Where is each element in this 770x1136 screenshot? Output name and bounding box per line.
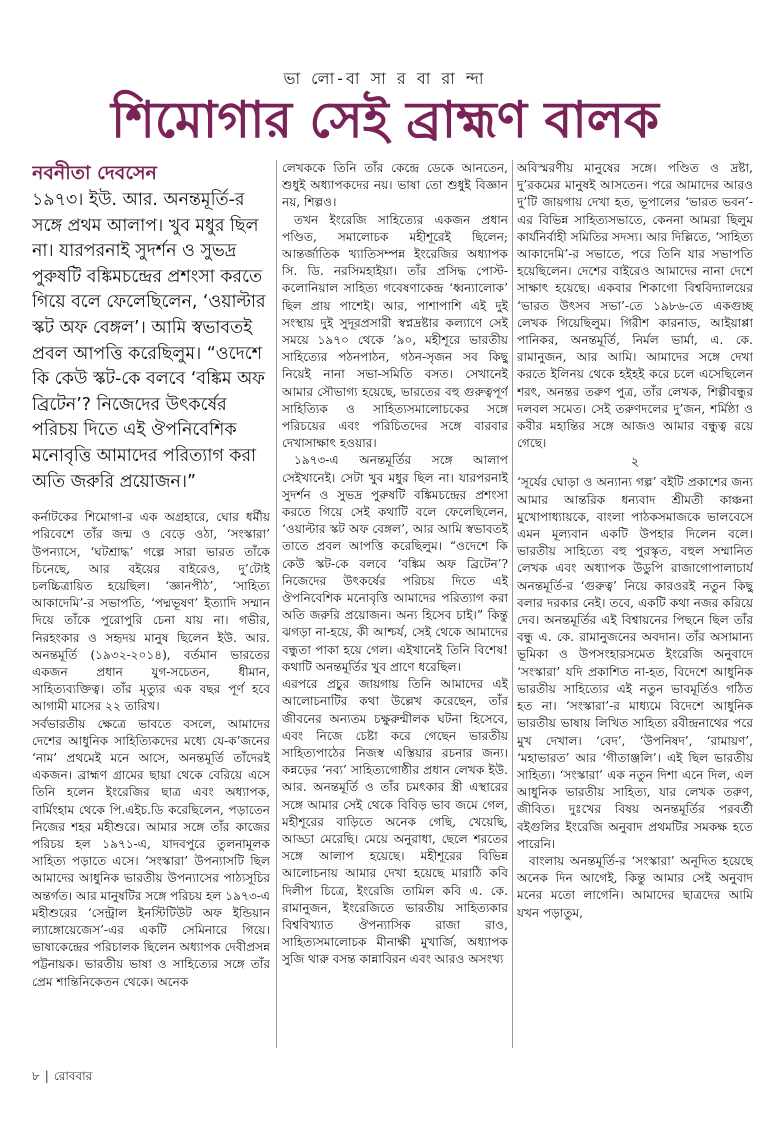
lead-pull-quote: ১৯৭৩। ইউ. আর. অনন্তমূর্তি-র সঙ্গে প্রথম আলাপ। খুব মধুর ছিল না। যারপরনাই সুদর্শন ও সুভদ্র পুরুষটি বঙ্কিমচন্দ্রের প্রশংসা করতে গিয়ে বলে ফেলেছিলেন, ‘ওয়াল্টার স্কট অফ বেঙ্গল’। আমি স্বভাবতই প্রবল আপত্তি করেছিলুম। “ওদেশে কি কেউ স্কট-কে বলবে ‘বঙ্কিম অফ ব্রিটেন’? নিজেদের উৎকর্ষের পরিচয় দিতে এই ঔপনিবেশিক মনোবৃত্তি আমাদের পরিত্যাগ করা অতি জরুরি প্রয়োজন।”	[32, 190, 266, 492]
body-paragraph: অবিস্মরণীয় মানুষের সঙ্গে। পণ্ডিত ও দ্রষ্টা, দু’রকমের মানুষই আসতেন। পরে আমাদের আরও দু’টি জায়গায় দেখা হত, ভূপালের ‘ভারত ভবন’-এর বিভিন্ন সাহিত্যসভাতে, কেননা আমরা ছিলুম কার্যনির্বাহী সমিতির সদস্য। আর দিল্লিতে, ‘সাহিত্য আকাদেমি’-র সভাতে, পরে তিনি যার সভাপতি হয়েছিলেন। দেশের বাইরেও আমাদের নানা দেশে সাক্ষাৎ হয়েছে। একবার শিকাগো বিশ্ববিদ্যালয়ের ‘ভারত উৎসব সভা’-তে ১৯৮৬-তে একগুচ্ছ লেখক গিয়েছিলুম। গিরীশ কারনাড, আইয়াপ্পা পানিকর, অনন্তমূর্তি, নির্মল ভার্মা, এ. কে. রামানুজন, আর আমি। আমাদের সঙ্গে দেখা করতে ইলিনয় থেকে হইহই করে চলে এসেছিলেন শরৎ, অনন্তর তরুণ পুত্র, তাঁর লেখক, শিল্পীবন্ধুর দলবল সমেত। সেই তরুণদলের দু’জন, শর্মিষ্ঠা ও কবীর মহান্তির সঙ্গে আজও আমার বন্ধুত্ব রয়ে গেছে।	[517, 161, 753, 451]
article-column-2	[282, 160, 508, 1056]
page-footer	[32, 1068, 92, 1088]
body-paragraph: সর্বভারতীয় ক্ষেত্রে ভাবতে বসলে, আমাদের দেশের আধুনিক সাহিত্যিকদের মধ্যে যে-ক’জনের ‘নাম’ প্রথমেই মনে আসে, অনন্তমূর্তি তাঁদেরই একজন। ব্রাহ্মণ গ্রামের ছায়া থেকে বেরিয়ে এসে তিনি হলেন ইংরেজির ছাত্র এবং অধ্যাপক, বার্মিংহাম থেকে পি.এইচ.ডি করেছিলেন, পড়াতেন নিজের শহর মহীশুরে। আমার সঙ্গে তাঁর কাজের পরিচয় হল ১৯৭১-এ, যাদবপুরে তুলনামূলক সাহিত্য পড়াতে এসে। ‘সংস্কারা’ উপন্যাসটি ছিল আমাদের আধুনিক ভারতীয় উপন্যাসের পাঠ্যসূচির অন্তর্গত। আর মানুষটির সঙ্গে পরিচয় হল ১৯৭৩-এ মহীশুরের ‘সেন্ট্রাল ইনস্টিটিউট অফ ইন্ডিয়ান ল্যাঙ্গোয়েজেস’-এর একটি সেমিনারে গিয়ে। ভাষাকেন্দ্রের পরিচালক ছিলেন অধ্যাপক দেবীপ্রসন্ন পট্টনায়ক। ভারতীয় ভাষা ও সাহিত্যের সঙ্গে তাঁর প্রেম শান্তিনিকেতন থেকে। অনেক	[32, 716, 270, 989]
article-column-1	[32, 160, 270, 1056]
body-paragraph: কর্নাটকের শিমোগা-র এক অগ্রহারে, ঘোর ধর্মীয় পরিবেশে তাঁর জন্ম ও বেড়ে ওঠা, ‘সংস্কারা’ উপন্যাসে, ‘ঘটশ্রাদ্ধ’ গল্পে সারা ভারত তাঁকে চিনেছে, আর বইয়ের বাইরেও, দু’টোই চলচ্চিত্রায়িত হয়েছিল। ‘জ্ঞানপীঠ’, ‘সাহিত্য আকাদেমি’-র সভাপতি, ‘পদ্মভূষণ’ ইত্যাদি সম্মান দিয়ে তাঁকে পুরোপুরি চেনা যায় না। গভীর, নিরহংকার ও সহৃদয় মানুষ ছিলেন ইউ. আর. অনন্তমূর্তি (১৯৩২-২০১৪), বর্তমান ভারতের একজন প্রধান যুগ-সচেতন, ধীমান, সাহিত্যব্যক্তিত্ব। তাঁর মৃত্যুর এক বছর পূর্ণ হবে আগামী মাসের ২২ তারিখ।	[32, 510, 270, 714]
column-divider	[276, 160, 277, 1048]
column-divider	[512, 160, 513, 1048]
body-paragraph: তখন ইংরেজি সাহিত্যের একজন প্রধান পণ্ডিত, সমালোচক মহীশূরেই ছিলেন; আন্তর্জাতিক খ্যাতিসম্পন্ন ইংরেজির অধ্যাপক সি. ডি. নরসিমহাইয়া। তাঁর প্রসিদ্ধ পোস্ট-কলোনিয়াল সাহিত্য গবেষণাকেন্দ্র ‘ধ্বন্যালোক’ ছিল প্রায় পাশেই। আর, পাশাপাশি এই দুই সংস্থায় দুই সুদূরপ্রসারী স্বপ্নদ্রষ্টার কল্যাণে সেই সময়ে ১৯৭০ থেকে ’৯০, মহীশূরে ভারতীয় সাহিত্যের পঠনপাঠন, গঠন-সৃজন সব কিছু নিয়েই নানা সভা-সমিতি বসত। সেখানেই আমার সৌভাগ্য হয়েছে, ভারতের বহু গুরুত্বপূর্ণ সাহিত্যিক ও সাহিত্যসমালোচকের সঙ্গে পরিচয়ের এবং পরিচিতদের সঙ্গে বারবার দেখাসাক্ষাৎ হওয়ার।	[282, 212, 508, 451]
body-paragraph: ১৯৭৩-এ অনন্তমূর্তির সঙ্গে আলাপ সেইখানেই। সেটা খুব মধুর ছিল না। যারপরনাই সুদর্শন ও সুভদ্র পুরুষটি বঙ্কিমচন্দ্রের প্রশংসা করতে গিয়ে সেই কথাটি বলে ফেলেছিলেন, ‘ওয়াল্টার স্কট অফ বেঙ্গল’, আর আমি স্বভাবতই তাতে প্রবল আপত্তি করেছিলুম। “ওদেশে কি কেউ স্কট-কে বলবে ‘বঙ্কিম অফ ব্রিটেন’? নিজেদের উৎকর্ষের পরিচয় দিতে এই ঔপনিবেশিক মনোবৃত্তি আমাদের পরিত্যাগ করা অতি জরুরি প্রয়োজন। অন্য হিসেব চাই।” কিন্তু ঝগড়া না-হয়ে, কী আশ্চর্য, সেই থেকে আমাদের বন্ধুতা পাকা হয়ে গেল। এইখানেই তিনি বিশেষ! কথাটি অনন্তমূর্তির খুব প্রাণে ধরেছিল।	[282, 453, 508, 674]
body-paragraph: ‘সূর্যের ঘোড়া ও অন্যান্য গল্প’ বইটি প্রকাশের জন্য আমার আন্তরিক ধন্যবাদ শ্রীমতী কাঞ্চনা মুখোপাধ্যায়কে, বাংলা পাঠকসমাজকে ভালবেসে এমন মূল্যবান একটি উপহার দিলেন বলে। ভারতীয় সাহিত্যে বহু পুরস্কৃত, বহুল সম্মানিত লেখক এবং অধ্যাপক উডুপি রাজাগোপালাচার্য অনন্তমূর্তি-র ‘গুরুত্ব’ নিয়ে কারওরই নতুন কিছু বলার দরকার নেই। তবে, একটি কথা নজর করিয়ে দেব। অনন্তমূর্তির এই বিশ্বায়নের পিছনে ছিল তাঁর বন্ধু এ. কে. রামানুজনের অবদান। তাঁর অসামান্য ভূমিকা ও উপসংহারসমেত ইংরেজি অনুবাদে ‘সংস্কারা’ যদি প্রকাশিত না-হত, বিদেশে আধুনিক ভারতীয় সাহিত্যের এই নতুন ভাবমূর্তিও গঠিত হত না। ‘সংস্কারা’-র মাধ্যমে বিদেশে আধুনিক ভারতীয় ভাষায় লিখিত সাহিত্য রবীন্দ্রনাথের পরে মুখ দেখাল। ‘বেদ’, ‘উপনিষদ’, ‘রামায়ণ’, ‘মহাভারত’ আর ‘গীতাঞ্জলি’। এই ছিল ভারতীয় সাহিত্য। ‘সংস্কারা’ এক নতুন দিশা এনে দিল, এল আধুনিক ভারতীয় সাহিত্য, যার লেখক তরুণ, জীবিত। দুঃখের বিষয় অনন্তমূর্তির পরবর্তী বইগুলির ইংরেজি অনুবাদ প্রথমটির সমকক্ষ হতে পারেনি।	[517, 475, 753, 851]
body-paragraph: লেখককে তিনি তাঁর কেন্দ্রে ডেকে আনতেন, শুধুই অধ্যাপকদের নয়। ভাষা তো শুধুই বিজ্ঞান নয়, শিল্পও।	[282, 161, 508, 210]
body-paragraph: এরপরে প্রচুর জায়গায় তিনি আমাদের এই আলোচনাটির কথা উল্লেখ করেছেন, তাঁর জীবনের অন্যতম চক্ষুরুন্মীলক ঘটনা হিসেবে, এবং নিজে চেষ্টা করে গেছেন ভারতীয় সাহিত্যপাঠের নিজস্ব এস্তিয়ার রচনার জন্য। কন্নড়ের ‘নব্য’ সাহিত্যগোষ্ঠীর প্রধান লেখক ইউ. আর. অনন্তমূর্তি ও তাঁর চমৎকার স্ত্রী এস্থারের সঙ্গে আমার সেই থেকে বিবিড় ভাব জমে গেল, মহীশূরের বাড়িতে অনেক গেছি, খেয়েছি, আড্ডা মেরেছি। মেয়ে অনুরাধা, ছেলে শরতের সঙ্গে আলাপ হয়েছে। মহীশূরের বিভিন্ন আলোচনায় আমার দেখা হয়েছে মারাঠি কবি দিলীপ চিত্রে, ইংরেজি তামিল কবি এ. কে. রামানুজন, ইংরেজিতে ভারতীয় সাহিত্যকার বিশ্ববিখ্যাত ঔপন্যাসিক রাজা রাও, সাহিত্যসমালোচক মীনাক্ষী মুখার্জি, অধ্যাপক সুজি থারু বসন্ত কান্নাবিরন এবং আরও অসংখ্য	[282, 677, 508, 967]
article-title: শিমোগার সেই ব্রাহ্মণ বালক	[110, 90, 660, 149]
body-paragraph: বাংলায় অনন্তমূর্তি-র ‘সংস্কারা’ অনূদিত হয়েছে অনেক দিন আগেই, কিন্তু আমার সেই অনুবাদ মনের মতো লাগেনি। আমাদের ছাত্রদের আমি যখন পড়াতুম,	[517, 853, 753, 920]
column-series-label: ভা লো-বা সা র বা রা ন্দা	[283, 69, 487, 88]
page-number: ৮	[32, 1069, 40, 1083]
author-byline: নবনীতা দেবসেন	[32, 162, 157, 184]
section-number: ২	[630, 455, 640, 471]
footer-separator: |	[44, 1069, 49, 1083]
article-column-3	[517, 160, 753, 1056]
magazine-name: রোববার	[53, 1069, 93, 1083]
